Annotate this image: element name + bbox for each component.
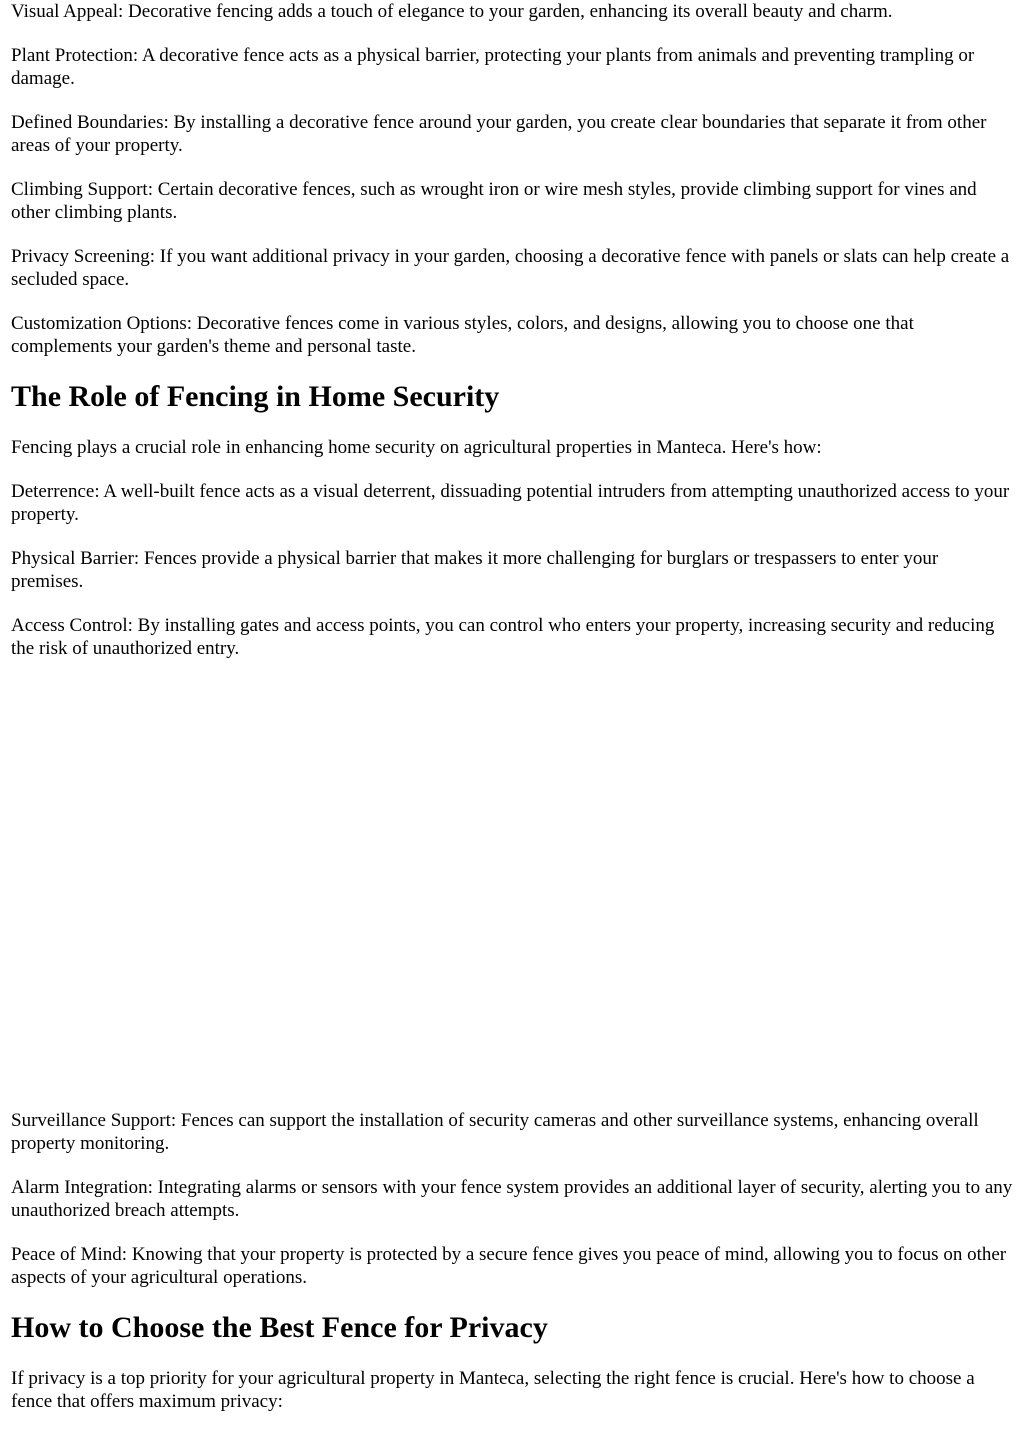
benefit-climbing-support: Climbing Support: Certain decorative fences, such as wrought iron or wire mesh styles, provide climbing support for vines and other climbing plants.	[11, 179, 977, 223]
blank-space	[11, 681, 1013, 1109]
benefit-plant-protection: Plant Protection: A decorative fence acts as a physical barrier, protecting your plants from animals and preventing trampling or damage.	[11, 45, 975, 89]
garden-benefits-list	[11, 0, 1013, 358]
security-point-surveillance: Surveillance Support: Fences can support the installation of security cameras and other surveillance systems, enhancing overall property monitoring.	[11, 1110, 979, 1154]
privacy-heading: How to Choose the Best Fence for Privacy	[11, 1311, 548, 1344]
security-intro: Fencing plays a crucial role in enhancing home security on agricultural properties in Manteca. Here's how:	[11, 437, 822, 458]
security-point-access-control: Access Control: By installing gates and access points, you can control who enters your property, increasing security and reducing the risk of unauthorized entry.	[11, 615, 995, 659]
privacy-section	[11, 1310, 1013, 1413]
benefit-defined-boundaries: Defined Boundaries: By installing a decorative fence around your garden, you create clear boundaries that separate it from other areas of your property.	[11, 112, 987, 156]
benefit-customization-options: Customization Options: Decorative fences come in various styles, colors, and designs, allowing you to choose one that complements your garden's theme and personal taste.	[11, 313, 914, 357]
security-point-alarm-integration: Alarm Integration: Integrating alarms or sensors with your fence system provides an additional layer of security, alerting you to any unauthorized breach attempts.	[11, 1177, 1013, 1221]
security-heading: The Role of Fencing in Home Security	[11, 380, 500, 413]
security-point-deterrence: Deterrence: A well-built fence acts as a visual deterrent, dissuading potential intruders from attempting unauthorized access to your property.	[11, 481, 1010, 525]
security-section	[11, 379, 1013, 1289]
security-point-physical-barrier: Physical Barrier: Fences provide a physical barrier that makes it more challenging for burglars or trespassers to enter your premises.	[11, 548, 939, 592]
security-point-peace-of-mind: Peace of Mind: Knowing that your property is protected by a secure fence gives you peace of mind, allowing you to focus on other aspects of your agricultural operations.	[11, 1244, 1007, 1288]
benefit-visual-appeal: Visual Appeal: Decorative fencing adds a touch of elegance to your garden, enhancing its overall beauty and charm.	[11, 1, 893, 22]
benefit-privacy-screening: Privacy Screening: If you want additional privacy in your garden, choosing a decorative fence with panels or slats can help create a secluded space.	[11, 246, 1010, 290]
privacy-intro: If privacy is a top priority for your agricultural property in Manteca, selecting the right fence is crucial. Here's how to choose a fence that offers maximum privacy:	[11, 1368, 975, 1412]
